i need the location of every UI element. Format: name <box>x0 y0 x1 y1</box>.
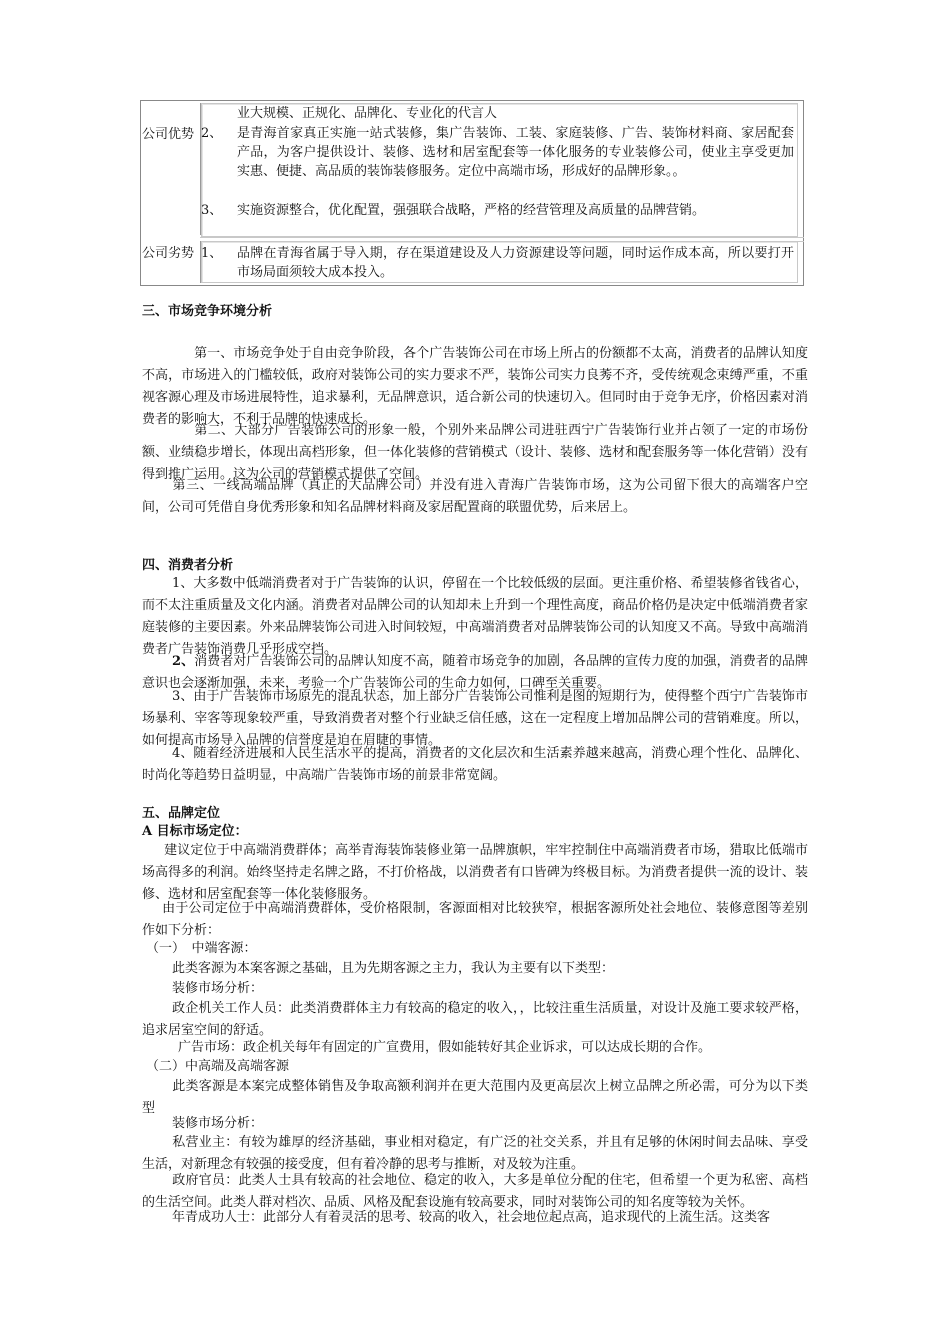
paragraph-text: 3、由于广告装饰市场原先的混乱状态，加上部分广告装饰公司惟利是图的短期行为，使得整个西宁广告装饰市场暴利、宰客等现象较严重，导致消费者对整个行业缺乏信任感，这在一定程度上增加品牌公司的营销难度。所以，如何提高市场导入品牌的信誉度是迫在眉睫的事情。 <box>142 689 808 748</box>
subsection-heading: A 目标市场定位： <box>142 824 248 839</box>
item-text: 品牌在青海省属于导入期，存在渠道建设及人力资源建设等问题，同时运作成本高，所以要打开市场局面须较大成本投入。 <box>237 246 794 280</box>
item-number: 2、 <box>201 126 223 141</box>
paragraph-text: 建议定位于中高端消费群体；高举青海装饰装修业第一品牌旗帜，牢牢控制住中高端消费者市场，猎取比低端市场高得多的利润。始终坚持走名牌之路，不打价格战，以消费者有口皆碑为终极目标。为消费者提供一流的设计、装修、选材和居室配套等一体化装修服务。 <box>142 843 808 902</box>
paragraph-text: 此类客源是本案完成整体销售及争取高额利润并在更大范围内及更高层次上树立品牌之所必需，可分为以下类型 <box>142 1079 808 1116</box>
paragraph <box>142 998 808 1042</box>
paragraph-text: 政企机关工作人员：此类消费群体主力有较高的稳定的收入，，比较注重生活质量，对设计及施工要求较严格，追求居室空间的舒适。 <box>142 1001 808 1038</box>
paragraph <box>142 475 808 519</box>
section-heading: 五、品牌定位 <box>142 806 221 821</box>
paragraph <box>142 743 808 787</box>
paragraph-text: 此类客源为本案客源之基础，且为先期客源之主力，我认为主要有以下类型： <box>172 961 615 976</box>
paragraph-text: 消费者对广告装饰公司的品牌认知度不高，随着市场竞争的加剧，各品牌的宣传力度的加强，消费者的品牌意识也会逐渐加强，未来，考验一个广告装饰公司的生命力如何，口碑至关重要。 <box>142 654 808 691</box>
section-heading: 三、市场竞争环境分析 <box>142 304 273 319</box>
paragraph <box>142 343 808 431</box>
paragraph <box>142 1207 808 1229</box>
paragraph-text: 政府官员：此类人士具有较高的社会地位、稳定的收入，大多是单位分配的住宅，但希望一个更为私密、高档的生活空间。此类人群对档次、品质、风格及配套设施有较高要求，同时对装饰公司的知名度等较为关怀。 <box>142 1173 808 1210</box>
paragraph <box>142 573 808 661</box>
advantage-label: 公司优势 <box>142 127 195 142</box>
weakness-row <box>140 241 804 285</box>
paragraph <box>142 840 808 906</box>
paragraph-text: 第一、市场竞争处于自由竞争阶段，各个广告装饰公司在市场上所占的份额都不太高，消费者的品牌认知度不高，市场进入的门槛较低，政府对装饰公司的实力要求不严，装饰公司实力良莠不齐，受传统观念束缚严重，不重视客源心理及市场进展特性，追求暴利，无品牌意识，适合新公司的快速切入。但同时由于竞争无序，价格因素对消费者的影响大，不利于品牌的快速成长。 <box>142 346 808 427</box>
paragraph-text: 年青成功人士：此部分人有着灵活的思考、较高的收入，社会地位起点高，追求现代的上流生活。这类客 <box>172 1210 771 1225</box>
item-text: 实施资源整合，优化配置，强强联合战略，严格的经营管理及高质量的品牌营销。 <box>237 203 706 218</box>
paragraph-text: 广告市场：政企机关每年有固定的广宣费用，假如能转好其企业诉求，可以达成长期的合作。 <box>178 1040 712 1055</box>
paragraph-text: 装修市场分析： <box>172 1116 264 1131</box>
paragraph <box>142 898 808 942</box>
paragraph-text: 由于公司定位于中高端消费群体，受价格限制，客源面相对比较狭窄，根据客源所处社会地位、装修意图等差别作如下分析： <box>142 901 808 938</box>
paragraph <box>142 958 808 980</box>
paragraph-text: 第二、大部分广告装饰公司的形象一般，个别外来品牌公司进驻西宁广告装饰行业并占领了一定的市场份额、业绩稳步增长，体现出高档形象，但一体化装修的营销模式（设计、装修、选材和配套服务等一体化营销）没有得到推广运用。这为公司的营销模式提供了空间。 <box>142 423 808 482</box>
paragraph <box>142 978 808 1000</box>
paragraph-text: 1、大多数中低端消费者对于广告装饰的认识，停留在一个比较低级的层面。更注重价格、希望装修省钱省心，而不太注重质量及文化内涵。消费者对品牌公司的认知却未上升到一个理性高度，商品价格仍是决定中低端消费者家庭装修的主要因素。外来品牌装饰公司进入时间较短，中高端消费者对品牌装饰公司的认知度又不高。导致中高端消费者广告装饰消费几乎形成空挡。 <box>142 576 808 657</box>
paragraph-text: 私营业主：有较为雄厚的经济基础，事业相对稳定，有广泛的社交关系，并且有足够的休闲时间去品味、享受生活，对新理念有较强的接受度，但有着冷静的思考与推断，对及较为注重。 <box>142 1135 808 1172</box>
paragraph-text: 装修市场分析： <box>172 981 264 996</box>
subsection-label: （二）中高端及高端客源 <box>146 1059 290 1074</box>
paragraph-number: 2、 <box>172 654 195 669</box>
section-heading: 四、消费者分析 <box>142 558 234 573</box>
item-number: 3、 <box>201 203 223 218</box>
paragraph-text: 第三、一线高端品牌（真正的大品牌公司）并没有进入青海广告装饰市场，这为公司留下很大的高端客户空间，公司可凭借自身优秀形象和知名品牌材料商及家居配置商的联盟优势，后来居上。 <box>142 478 808 515</box>
item-text: 业大规模、正规化、品牌化、专业化的代言人 <box>237 106 498 121</box>
advantage-row <box>140 100 804 238</box>
weakness-label: 公司劣势 <box>142 246 195 261</box>
item-number: 1、 <box>201 246 223 261</box>
item-text: 是青海首家真正实施一站式装修，集广告装饰、工装、家庭装修、广告、装饰材料商、家居配套产品，为客户提供设计、装修、选材和居室配套等一体化服务的专业装修公司，使业主享受更加实惠、便捷、高品质的装饰装修服务。定位中高端市场，形成好的品牌形象。。 <box>237 126 794 179</box>
advantage-table <box>140 100 804 286</box>
subsection-label: （一） 中端客源： <box>146 941 257 956</box>
paragraph-text: 4、随着经济进展和人民生活水平的提高，消费者的文化层次和生活素养越来越高，消费心理个性化、品牌化、时尚化等趋势日益明显，中高端广告装饰市场的前景非常宽阔。 <box>142 746 808 783</box>
